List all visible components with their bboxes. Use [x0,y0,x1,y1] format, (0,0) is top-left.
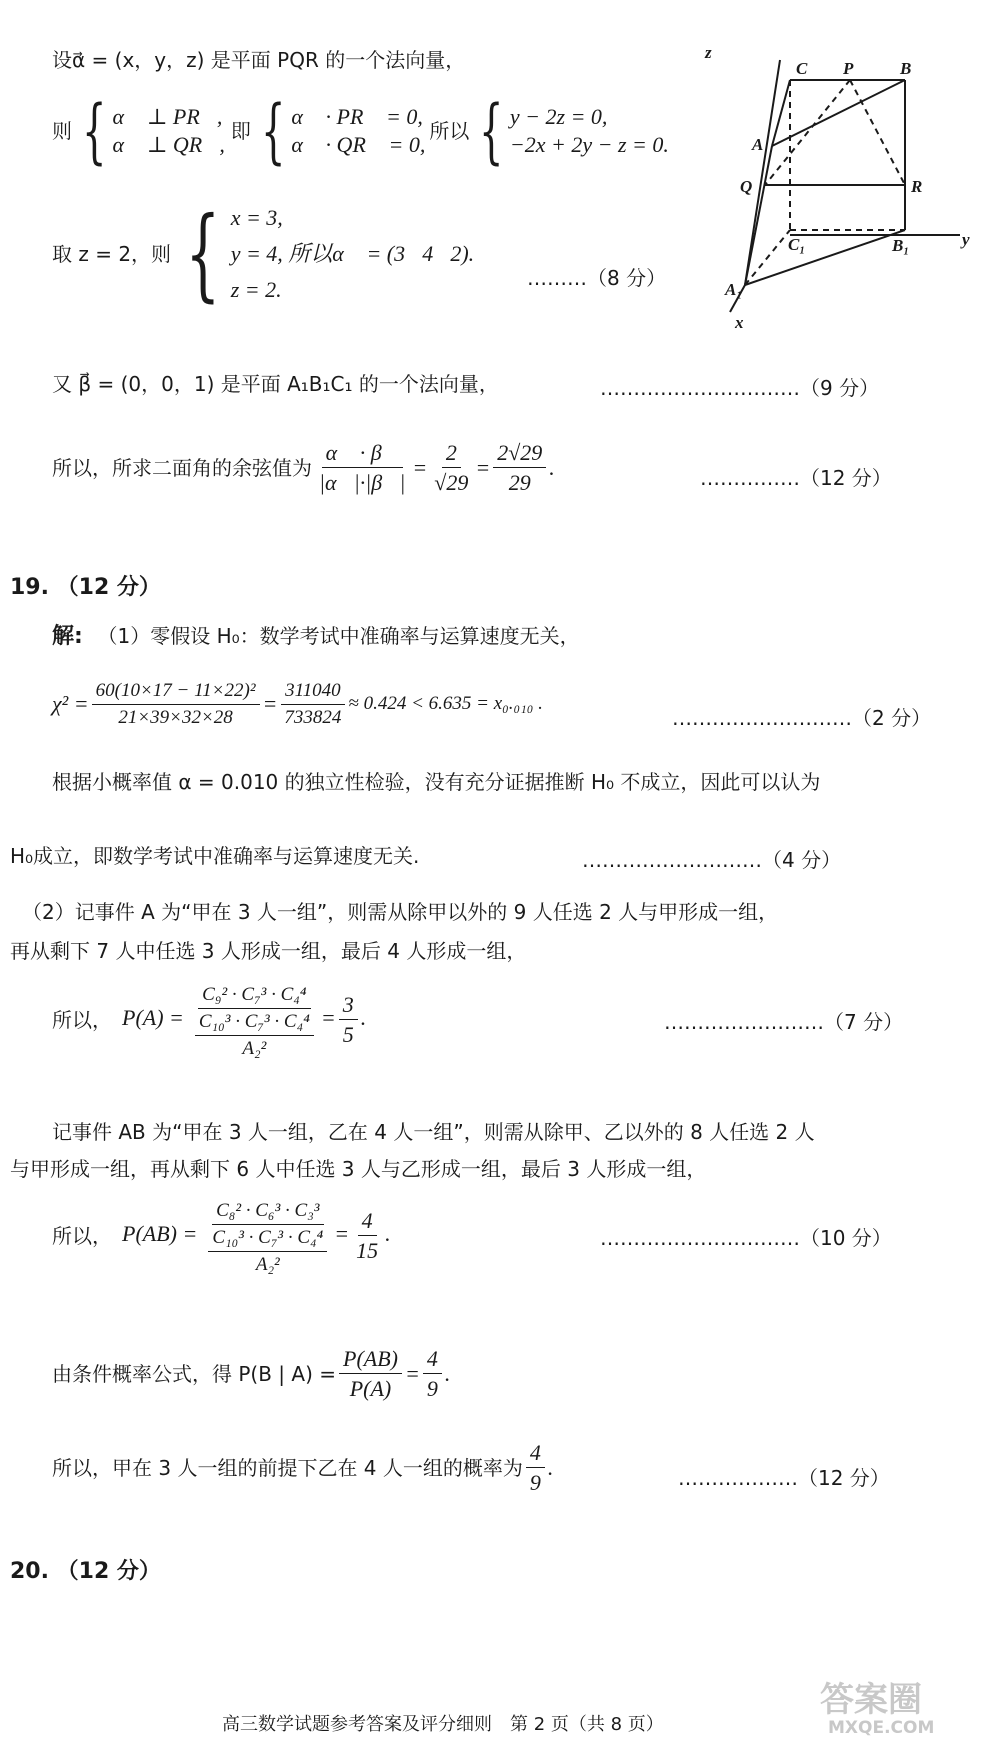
score-9: …………………………（9 分） [600,376,880,400]
fraction-denominator: 9 [426,1376,438,1402]
score-4: ………………………（4 分） [582,848,842,872]
label-P: P [843,59,854,78]
fraction-denominator: 9 [529,1470,541,1496]
fraction-numerator: 4 [423,1346,442,1374]
q20-heading: 20. （12 分） [10,1559,161,1584]
edge-A1B1 [745,230,905,285]
fraction-denominator: √29 [434,470,469,496]
label-C: C [796,59,808,78]
left-brace: { [479,90,504,172]
conclusion-line-1: 根据小概率值 α = 0.010 的独立性检验，没有充分证据推断 H₀ 不成立，因此可以认为 [52,770,821,794]
system-dot-line: α⃗ · PR⃗ = 0, [291,104,423,129]
fraction-denominator: 15 [356,1238,379,1264]
score-2: ………………………（2 分） [672,706,932,730]
chi-fraction [92,680,260,729]
denominator-top: C₁₀³ · C₇³ · C₄⁴ [195,1011,314,1036]
pab-prefix: 所以， [52,1224,112,1248]
solution-line: y = 4, 所以α⃗ = (3，4，2). [230,241,475,266]
null-hypothesis: （1）零假设 H₀：数学考试中准确率与运算速度无关， [97,624,580,648]
system-perp-line: α⃗ ⊥ PR⃗, [112,104,223,129]
label-C1: C₁ [788,235,806,254]
pab-result [352,1208,382,1264]
chi-square-formula [52,680,543,729]
cosine-value-2 [493,440,546,496]
chi-tail: ≈ 0.424 < 6.635 = x₀.₀₁₀ . [348,693,543,715]
event-AB-line-2: 与甲形成一组，再从剩下 6 人中任选 3 人与乙形成一组，最后 3 人形成一组， [10,1157,707,1181]
fraction-denominator [191,1009,318,1060]
cosine-prefix: 所以，所求二面角的余弦值为 [52,455,312,480]
beta-normal-line: 又 β⃗ = (0，0，1) 是平面 A₁B₁C₁ 的一个法向量， [52,372,499,396]
period: . [549,454,555,480]
score-12a: ……………（12 分） [700,466,892,490]
conditional-probability [52,1346,450,1402]
cosine-numerator: α⃗ · β⃗ [322,440,403,468]
score-8: ………（8 分） [527,266,667,290]
equals-sign: = [475,454,491,480]
q19-part1 [52,622,580,651]
equals-sign: = [334,1221,350,1246]
final-prefix: 所以，甲在 3 人一组的前提下乙在 4 人一组的概率为 [52,1455,523,1480]
perpendicular-systems [52,90,669,172]
watermark-logo: 答案圈 [820,1680,922,1720]
suoyi-label: 所以 [429,119,470,143]
label-B: B [900,59,912,78]
cond-fraction [339,1346,402,1402]
fraction-numerator: C₈² · C₆³ · C₃³ [212,1200,323,1225]
system-eq-line: y − 2z = 0, [509,104,608,129]
pa-fraction [191,984,318,1060]
final-fraction [526,1440,545,1496]
cosine-fraction [315,440,409,496]
fraction-numerator: C₉² · C₇³ · C₄⁴ [198,984,310,1009]
period: . [444,1360,451,1386]
pa-lhs: P(A) = [122,1005,184,1030]
event-A-line-2: 再从剩下 7 人中任选 3 人形成一组，最后 4 人形成一组， [10,939,527,963]
chi-fraction-2 [280,680,345,729]
label-B1: B₁ [892,236,910,255]
system-solution [171,195,475,312]
solution-line: x = 3, [230,205,283,230]
normal-vector-intro: 设α⃗ = (x，y，z) 是平面 PQR 的一个法向量， [52,48,466,72]
left-brace: { [185,195,221,312]
denominator-bottom: A₂² [255,1253,280,1275]
fraction-denominator: 5 [342,1022,354,1048]
watermark-url: MXQE.COM [828,1718,935,1738]
solution-system [52,195,475,312]
system-dot [251,90,426,172]
cosine-formula [52,440,555,496]
system-equations [469,90,669,172]
conclusion-line-2: H₀成立，即数学考试中准确率与运算速度无关. [10,844,420,868]
event-A-line-1: （2）记事件 A 为“甲在 3 人一组”，则需从除甲以外的 9 人任选 2 人与甲形成一组， [22,900,779,924]
period: . [360,1005,367,1030]
pa-prefix: 所以， [52,1008,112,1032]
label-x: x [735,313,744,332]
pab-lhs: P(AB) = [122,1221,198,1246]
solution-line: z = 2. [230,277,282,302]
denominator-bottom: A₂² [242,1037,267,1059]
fraction-denominator: 29 [508,470,531,496]
label-y: y [962,230,970,249]
event-AB-line-1: 记事件 AB 为“甲在 3 人一组，乙在 4 人一组”，则需从除甲、乙以外的 8 人任选 2 人 [52,1120,815,1144]
label-Q: Q [740,177,753,196]
fraction-numerator: 2√29 [493,440,546,468]
system-eq-line: −2x + 2y − z = 0. [509,132,669,157]
system-dot-line: α⃗ · QR⃗ = 0, [291,132,426,157]
z-axis [745,60,780,285]
fraction-numerator: 4 [358,1208,377,1236]
ji-label: 即 [230,119,251,143]
equals-sign: = [262,691,278,717]
fraction-numerator: 311040 [281,680,345,705]
prob-A-formula [52,984,366,1060]
label-z: z [705,43,712,62]
fraction-denominator [204,1225,331,1276]
fraction-denominator: 21×39×32×28 [118,706,233,728]
final-answer [52,1440,553,1496]
cond-result [423,1346,442,1402]
equals-sign: = [404,1360,420,1386]
equals-sign: = [320,1005,336,1030]
fraction-numerator: P(AB) [339,1346,402,1374]
fraction-denominator: 733824 [284,706,342,728]
period: . [547,1454,554,1480]
edge-PR-hidden [850,80,905,185]
left-brace: { [82,90,107,172]
denominator-top: C₁₀³ · C₇³ · C₄⁴ [208,1227,327,1252]
label-R: R [911,177,923,196]
edge-AB [772,80,905,146]
equals-sign: = [412,454,428,480]
cosine-denominator: |α⃗|·|β⃗| [319,470,406,496]
solution-label: 解: [52,624,83,649]
fraction-denominator: P(A) [349,1376,392,1402]
system-perp-line: α⃗ ⊥ QR⃗, [112,132,225,157]
pab-fraction [204,1200,331,1276]
take-z-label: 取 z = 2，则 [52,242,172,266]
score-10: …………………………（10 分） [600,1226,892,1250]
prism-figure [700,40,990,340]
fraction-numerator: 60(10×17 − 11×22)² [92,680,260,705]
system-perp [72,90,225,172]
prob-AB-formula [52,1200,391,1276]
fraction-numerator: 4 [526,1440,545,1468]
fraction-numerator: 2 [442,440,461,468]
label-A: A [752,135,764,154]
cosine-value-1 [430,440,472,496]
edge-PQ-hidden [765,80,850,185]
then-label: 则 [52,119,72,143]
left-brace: { [260,90,286,172]
q19-heading: 19. （12 分） [10,575,161,600]
period: . [385,1221,391,1246]
chi-lhs: χ² = [52,691,89,717]
fraction-numerator: 3 [339,992,358,1020]
cond-prefix: 由条件概率公式，得 P(B | A) = [52,1361,336,1386]
score-12b: ………………（12 分） [678,1466,890,1490]
page-footer: 高三数学试题参考答案及评分细则 第 2 页（共 8 页） [222,1714,664,1735]
pa-result [339,992,358,1048]
edge-AA1 [745,146,772,285]
score-7: ……………………（7 分） [664,1010,904,1034]
label-A1: A₁ [725,280,743,299]
